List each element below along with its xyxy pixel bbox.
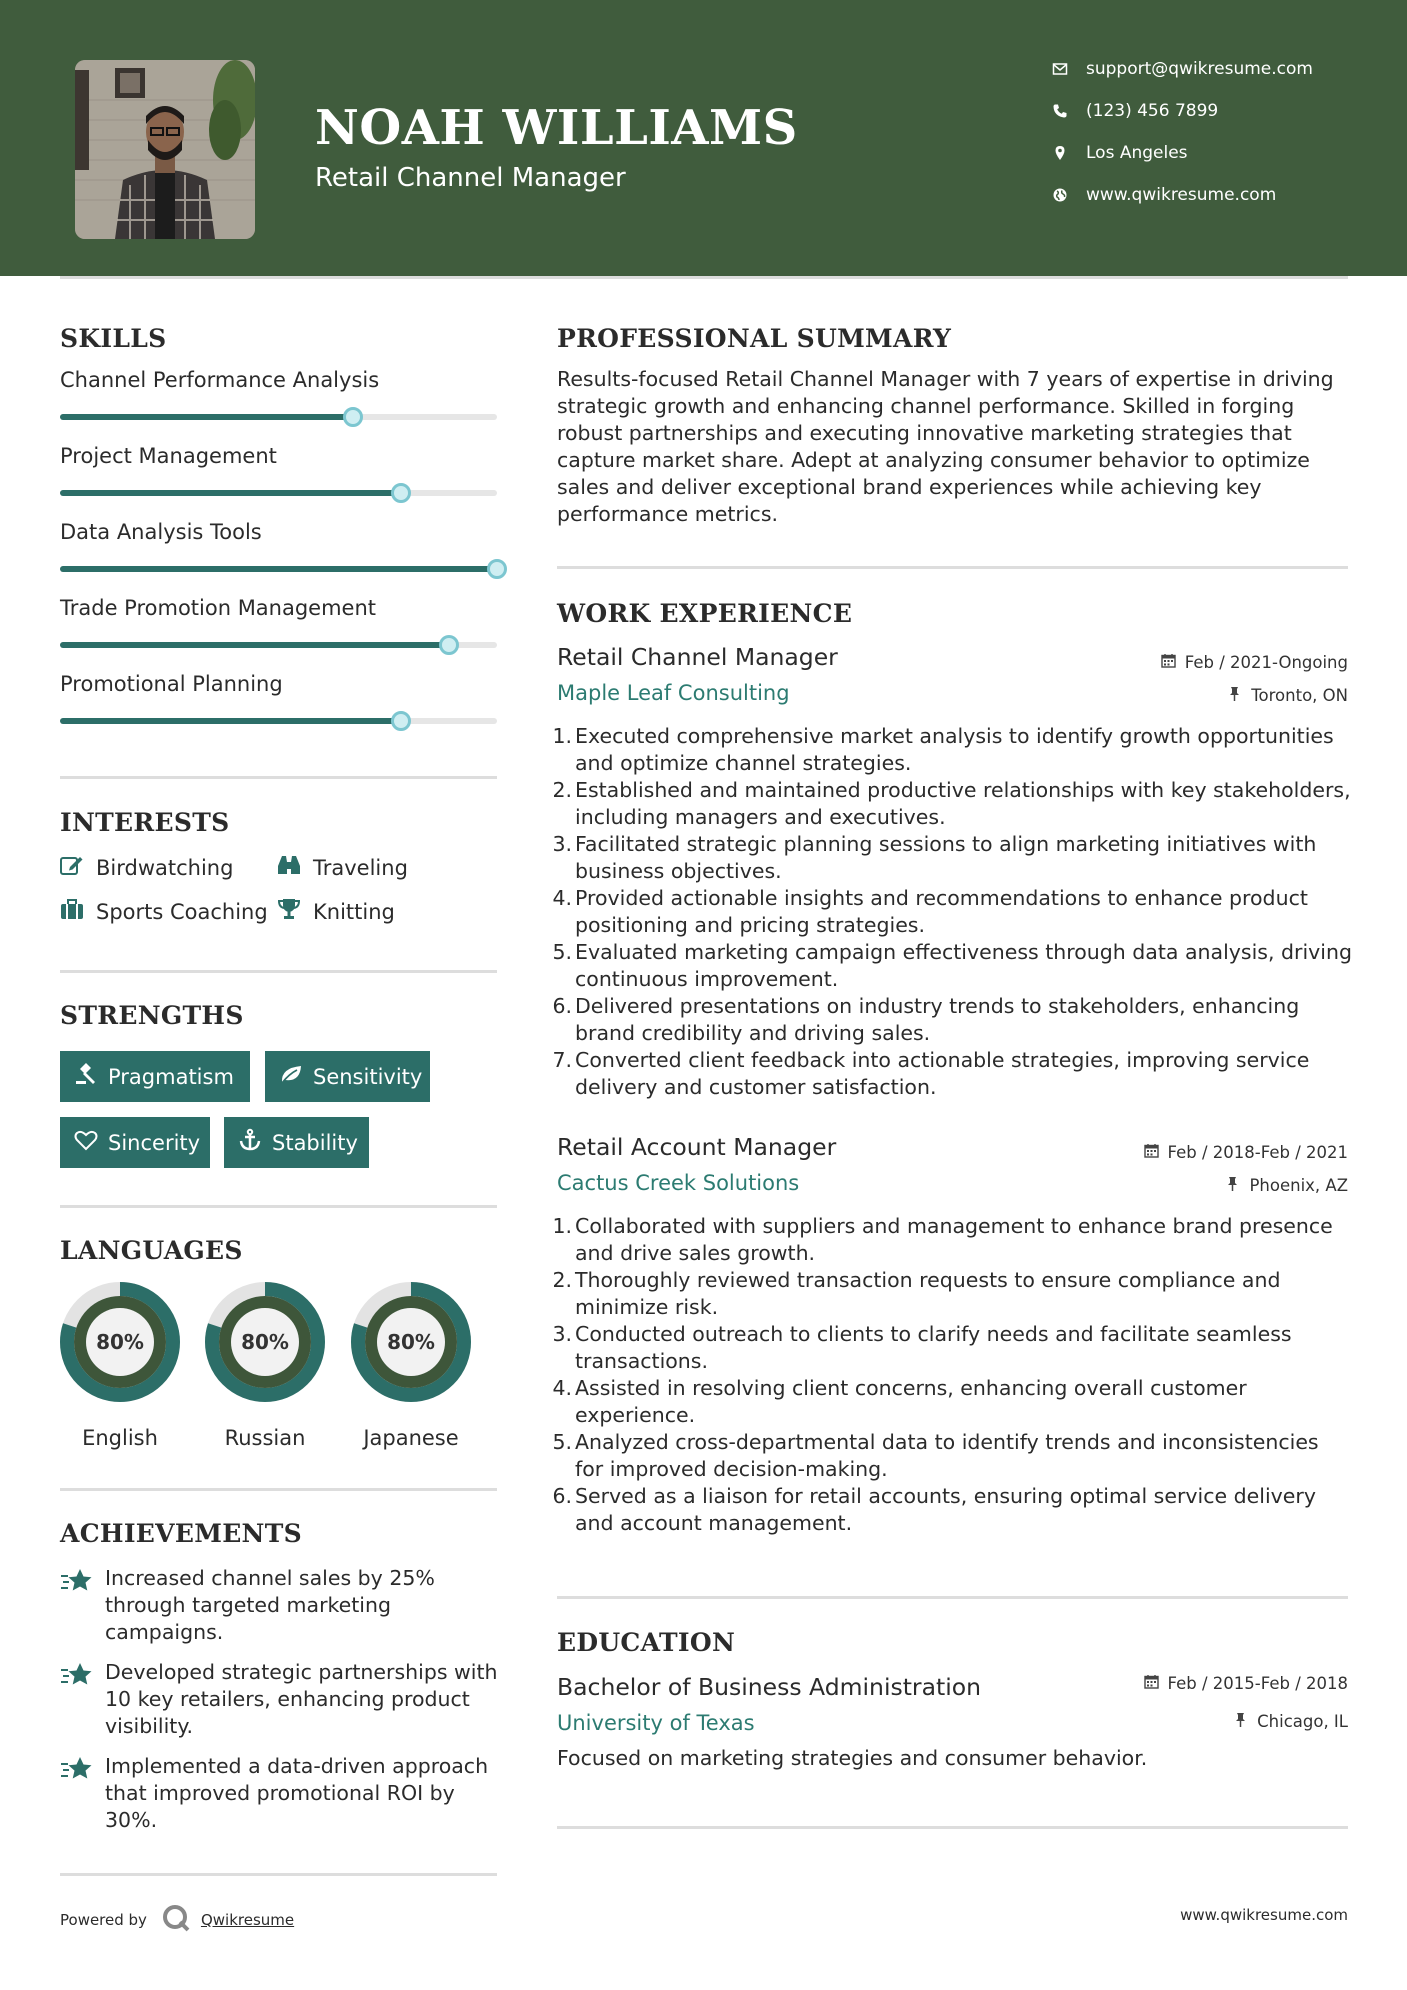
contact-phone[interactable] [1052,101,1218,121]
skill-label: Promotional Planning [60,672,283,696]
job-bullet [552,831,1352,885]
school-name: University of Texas [557,1711,755,1735]
achievement-text: Increased channel sales by 25% through targeted marketing campaigns. [105,1566,435,1644]
job-bullet [552,993,1352,1047]
language-ring [205,1282,325,1402]
skill-bar-fill [60,718,401,724]
skill-bar-fill [60,490,401,496]
section-divider [60,970,497,973]
contact-email-text: support@qwikresume.com [1086,59,1313,79]
job-dates-text: Feb / 2021-Ongoing [1184,653,1348,672]
language-item [205,1282,325,1450]
interest-item [277,854,408,881]
anchor-icon [238,1128,272,1157]
section-divider [60,1205,497,1208]
skill-level-knob [391,483,411,503]
language-ring [351,1282,471,1402]
education-heading: EDUCATION [557,1628,736,1657]
calendar-icon [1161,653,1185,672]
skill-label: Channel Performance Analysis [60,368,380,392]
bullet-text: Provided actionable insights and recommendations to enhance product positioning and pricing strategies. [575,886,1308,937]
interest-label: Knitting [313,899,395,924]
job-title: Retail Channel Manager [557,643,838,671]
skill-bar-fill [60,414,353,420]
header-divider [60,276,1348,279]
footer-powered-by [60,1903,294,1937]
qwikresume-logo-icon [147,1903,201,1937]
skill-label: Project Management [60,444,277,468]
interests-heading: INTERESTS [60,808,230,837]
job-bullet [552,1213,1352,1267]
skill-level-knob [487,559,507,579]
contact-website-text: www.qwikresume.com [1086,185,1277,205]
bullet-number: 5. [552,940,572,964]
job-bullet [552,723,1352,777]
contact-email[interactable] [1052,59,1313,79]
skill-label: Data Analysis Tools [60,520,262,544]
education-location-text: Chicago, IL [1257,1712,1348,1731]
leaf-icon [279,1062,313,1091]
interest-label: Traveling [313,855,408,880]
language-percent: 80% [241,1330,289,1354]
binoculars-icon [277,854,313,881]
strength-label: Pragmatism [108,1064,234,1089]
job-location [1227,686,1348,705]
strength-label: Sensitivity [313,1064,423,1089]
profile-photo [75,60,255,239]
heart-icon [74,1128,108,1157]
job-location-text: Phoenix, AZ [1249,1176,1348,1195]
skill-bar-fill [60,566,497,572]
strength-label: Sincerity [108,1130,201,1155]
skill-level-knob [439,635,459,655]
footer-brand-link[interactable]: Qwikresume [200,1911,295,1929]
edit-icon [60,854,96,881]
section-divider [557,566,1348,569]
bullet-text: Delivered presentations on industry trends to stakeholders, enhancing brand credibility and driving sales. [575,994,1300,1045]
achievement-text: Developed strategic partnerships with 10 key retailers, enhancing product visibility. [105,1660,498,1738]
job-dates-text: Feb / 2018-Feb / 2021 [1167,1143,1348,1162]
trophy-icon [277,898,313,925]
experience-heading: WORK EXPERIENCE [557,599,853,628]
education-description: Focused on marketing strategies and consumer behavior. [557,1746,1148,1770]
company-name: Maple Leaf Consulting [557,681,790,705]
bullet-text: Facilitated strategic planning sessions to align marketing initiatives with business objectives. [575,832,1317,883]
skill-level-knob [391,711,411,731]
company-name: Cactus Creek Solutions [557,1171,800,1195]
language-name: Japanese [363,1426,459,1450]
section-divider [60,1873,497,1876]
strengths-heading: STRENGTHS [60,1001,244,1030]
skill-bar-fill [60,642,449,648]
contact-website[interactable] [1052,185,1276,205]
job-bullet [552,1375,1352,1429]
bullet-number: 1. [552,724,572,748]
job-bullet [552,1321,1352,1375]
skill-level-knob [343,407,363,427]
interest-item [277,898,395,925]
bullet-text: Thoroughly reviewed transaction requests to ensure compliance and minimize risk. [575,1268,1281,1319]
job-bullet-list [552,723,1352,1101]
bullet-text: Served as a liaison for retail accounts, ensuring optimal service delivery and account management. [575,1484,1316,1535]
bullet-number: 3. [552,832,572,856]
skill-bar [60,718,497,724]
section-divider [557,1596,1348,1599]
summary-text: Results-focused Retail Channel Manager with 7 years of expertise in driving strategic growth and enhancing channel performance. Skilled in forging robust partnerships and executing innovative marketing strategies that capture market share. Adept at analyzing consumer behavior to optimize sales and deliver exceptional brand experiences while achieving key performance metrics. [557,367,1334,526]
bullet-number: 6. [552,1484,572,1508]
bullet-text: Analyzed cross-departmental data to identify trends and inconsistencies for improved decision-making. [575,1430,1319,1481]
strength-badge [265,1051,430,1102]
bullet-number: 6. [552,994,572,1018]
job-bullet [552,1267,1352,1321]
job-bullet [552,1047,1352,1101]
bullet-number: 1. [552,1214,572,1238]
candidate-name: NOAH WILLIAMS [315,100,798,156]
achievements-heading: ACHIEVEMENTS [60,1519,302,1548]
job-location-text: Toronto, ON [1251,686,1348,705]
summary-heading: PROFESSIONAL SUMMARY [557,324,952,353]
language-name: English [82,1426,158,1450]
pushpin-icon [1227,686,1251,705]
footer-url[interactable]: www.qwikresume.com [1180,1906,1348,1924]
envelope-icon [1052,61,1086,77]
section-divider [557,1826,1348,1829]
languages-heading: LANGUAGES [60,1236,243,1265]
bullet-text: Collaborated with suppliers and management to enhance brand presence and drive sales growth. [575,1214,1333,1265]
achievement-item [60,1753,500,1834]
star-icon [60,1565,105,1646]
language-percent: 80% [96,1330,144,1354]
education-dates [1144,1674,1348,1693]
language-item [60,1282,180,1450]
skill-label: Trade Promotion Management [60,596,377,620]
star-icon [60,1753,105,1834]
language-percent: 80% [387,1330,435,1354]
achievement-item [60,1659,500,1740]
skill-bar [60,566,497,572]
language-item [351,1282,471,1450]
pushpin-icon [1225,1176,1249,1195]
section-divider [60,1488,497,1491]
bullet-text: Conducted outreach to clients to clarify needs and facilitate seamless transactions. [575,1322,1292,1373]
phone-icon [1052,103,1086,119]
education-dates-text: Feb / 2015-Feb / 2018 [1167,1674,1348,1693]
bullet-number: 2. [552,778,572,802]
job-bullet [552,777,1352,831]
achievement-item [60,1565,500,1646]
bullet-number: 2. [552,1268,572,1292]
star-icon [60,1659,105,1740]
job-bullet [552,1429,1352,1483]
strength-badge [60,1117,210,1168]
job-dates [1161,653,1348,672]
interest-item [60,854,233,881]
interest-label: Birdwatching [96,855,234,880]
job-bullet [552,885,1352,939]
job-bullet [552,1483,1352,1537]
bullet-number: 4. [552,1376,572,1400]
bullet-text: Evaluated marketing campaign effectiveness through data analysis, driving continuous improvement. [575,940,1352,991]
bullet-text: Established and maintained productive relationships with key stakeholders, including managers and executives. [575,778,1351,829]
skill-bar [60,490,497,496]
skill-bar [60,414,497,420]
interest-item [60,898,268,925]
degree-title: Bachelor of Business Administration [557,1673,982,1701]
contact-location-text: Los Angeles [1086,143,1188,163]
bullet-number: 3. [552,1322,572,1346]
globe-icon [1052,187,1086,203]
bullet-text: Converted client feedback into actionable strategies, improving service delivery and customer satisfaction. [575,1048,1310,1099]
education-location [1233,1712,1348,1731]
skill-bar [60,642,497,648]
gavel-icon [74,1062,108,1091]
strength-badge [224,1117,369,1168]
job-title: Retail Account Manager [557,1133,837,1161]
bullet-number: 4. [552,886,572,910]
job-bullet-list [552,1213,1352,1537]
bullet-number: 5. [552,1430,572,1454]
strength-label: Stability [272,1130,358,1155]
powered-by-label: Powered by [60,1911,147,1929]
contact-phone-text: (123) 456 7899 [1086,101,1219,121]
bullet-number: 7. [552,1048,572,1072]
contact-location [1052,143,1188,163]
calendar-icon [1144,1143,1168,1162]
skills-heading: SKILLS [60,324,167,353]
bullet-text: Executed comprehensive market analysis to identify growth opportunities and optimize channel strategies. [575,724,1334,775]
language-name: Russian [224,1426,306,1450]
candidate-role: Retail Channel Manager [315,163,626,193]
strength-badge [60,1051,250,1102]
language-ring [60,1282,180,1402]
map-pin-icon [1052,145,1086,161]
resume-header [0,0,1407,276]
achievement-text: Implemented a data-driven approach that improved promotional ROI by 30%. [105,1754,489,1832]
job-bullet [552,939,1352,993]
calendar-icon [1144,1674,1168,1693]
section-divider [60,776,497,779]
briefcase-icon [60,898,96,925]
job-location [1225,1176,1348,1195]
interest-label: Sports Coaching [96,899,268,924]
job-dates [1144,1143,1348,1162]
pushpin-icon [1233,1712,1257,1731]
bullet-text: Assisted in resolving client concerns, enhancing overall customer experience. [575,1376,1247,1427]
